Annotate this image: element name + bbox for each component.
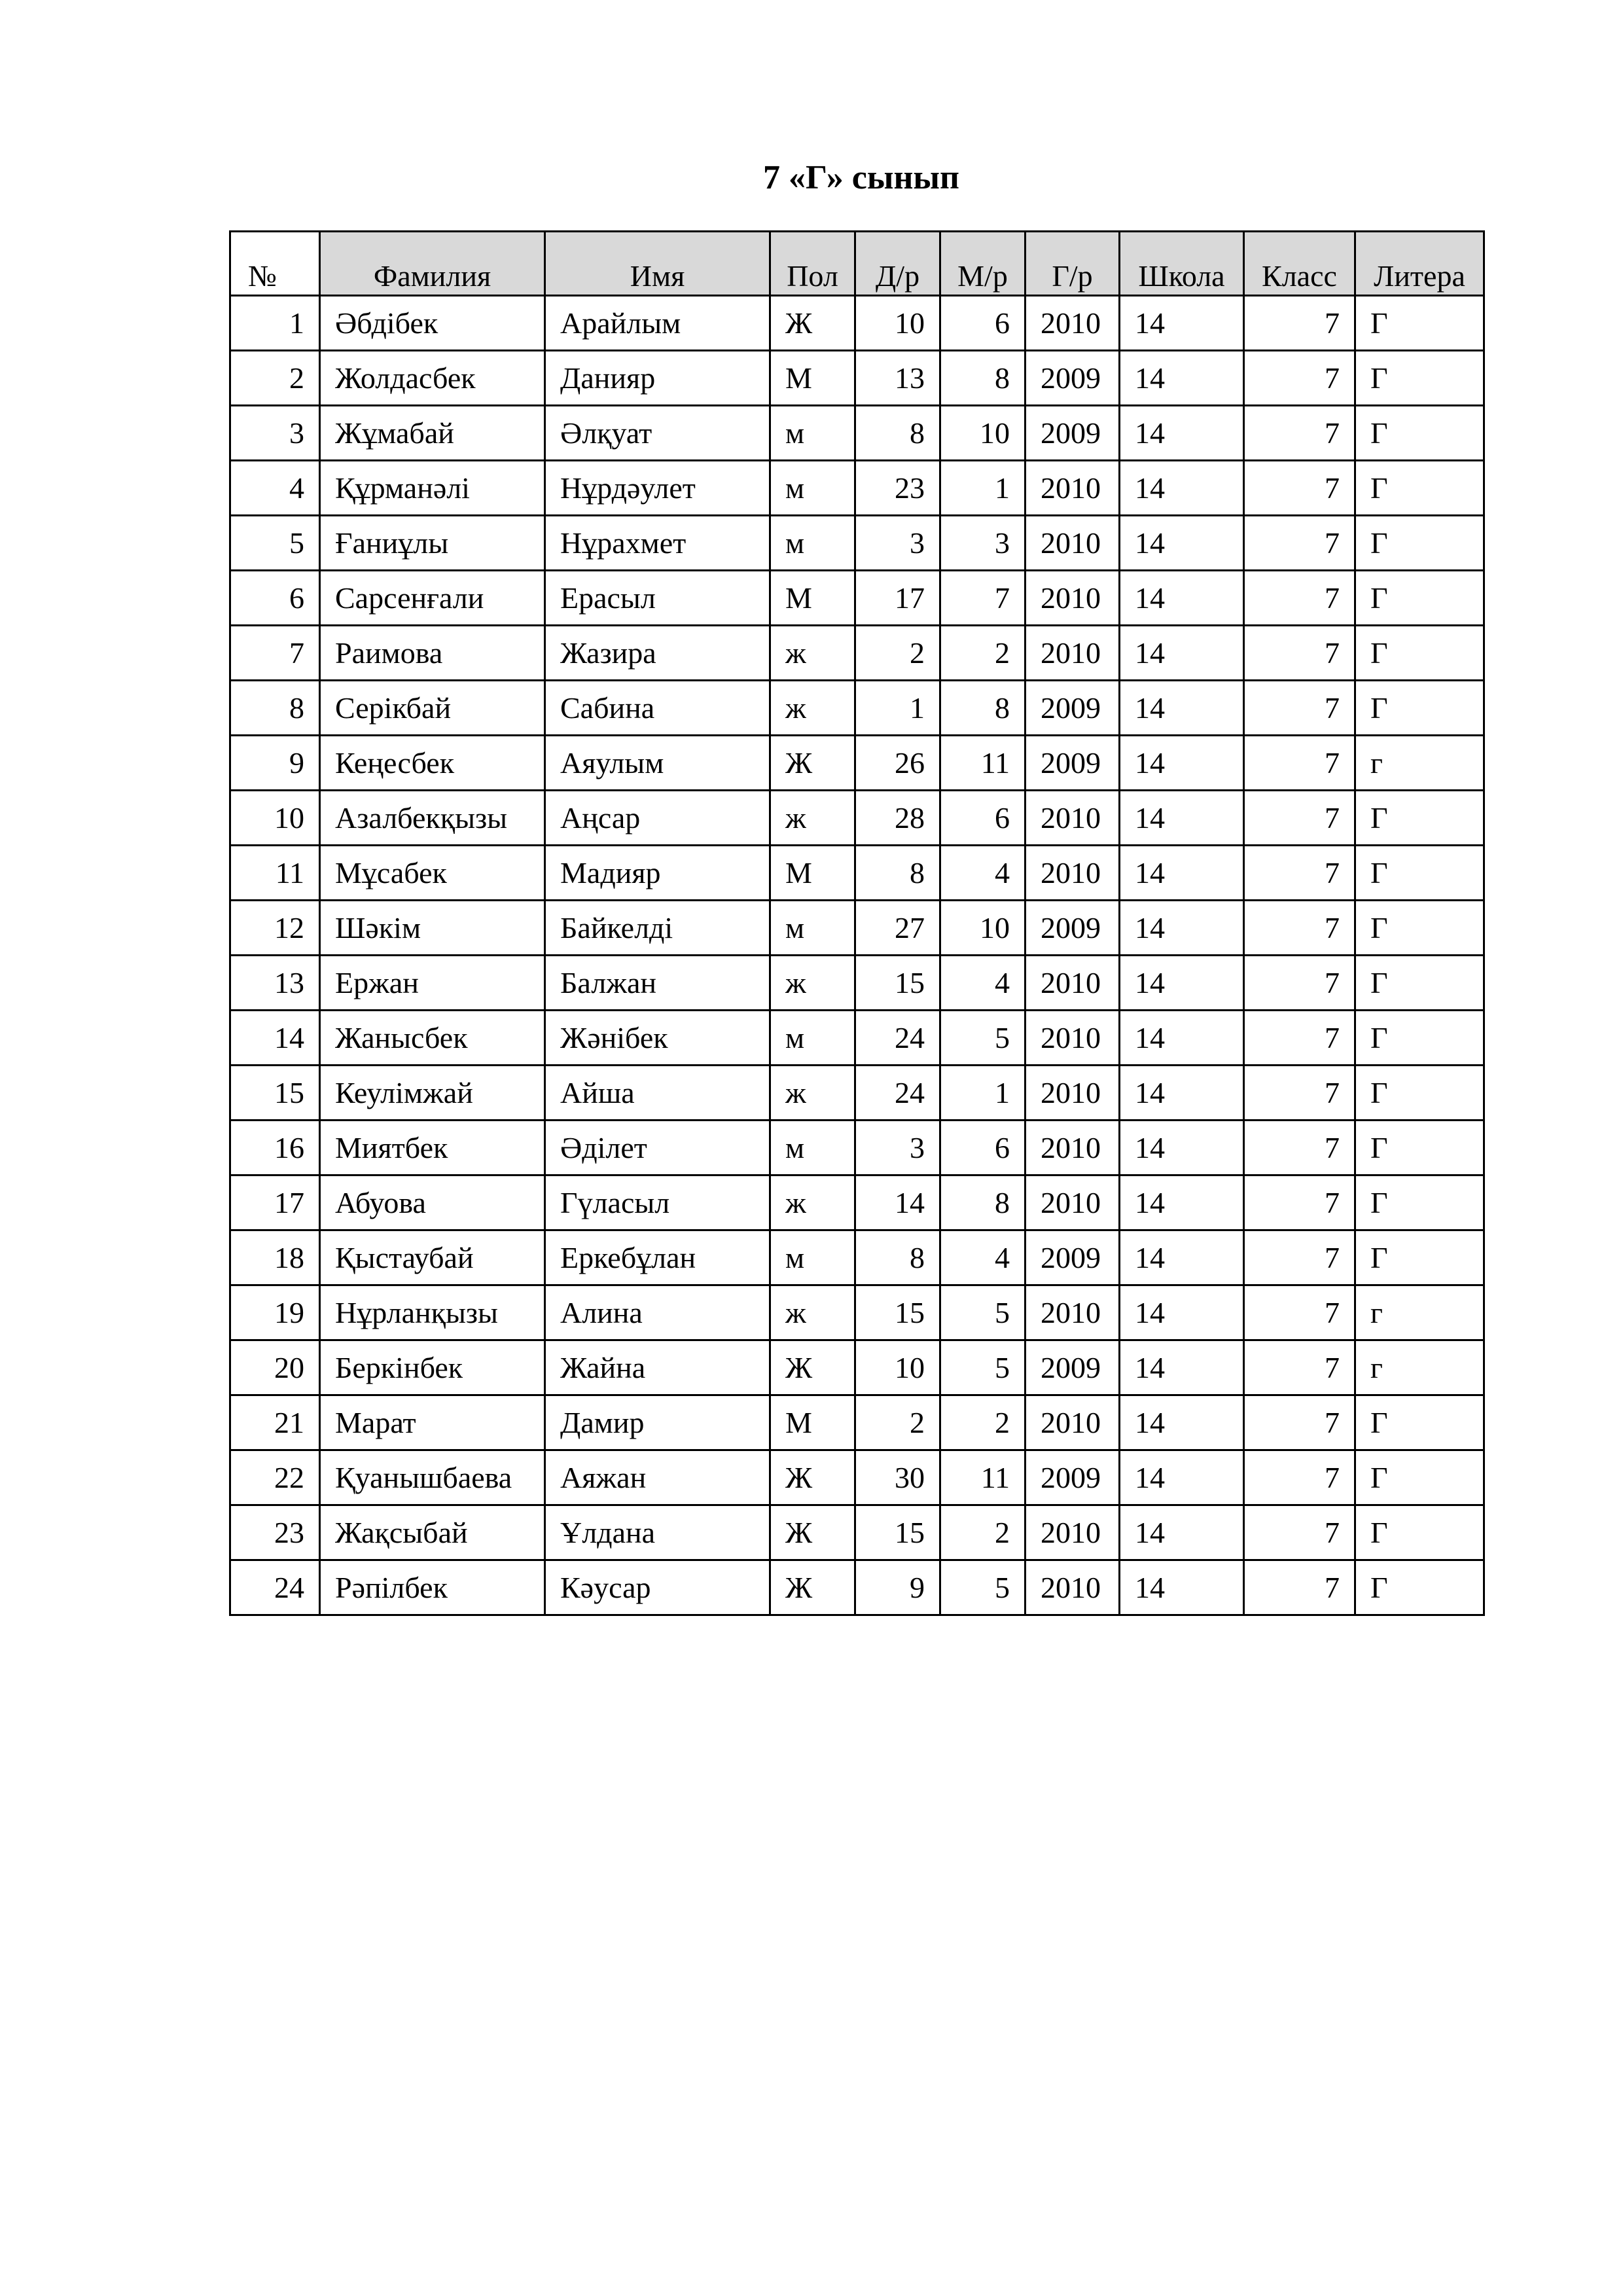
cell-birth-month: 2 xyxy=(940,1505,1026,1560)
cell-letter: Г xyxy=(1355,1505,1484,1560)
cell-surname: Нұрланқызы xyxy=(320,1285,545,1340)
cell-number: 18 xyxy=(230,1230,320,1285)
cell-name: Алина xyxy=(545,1285,770,1340)
cell-school: 14 xyxy=(1120,406,1244,461)
cell-birth-month: 11 xyxy=(940,736,1026,791)
cell-birth-year: 2010 xyxy=(1026,1121,1120,1175)
header-row xyxy=(230,232,1484,296)
cell-name: Айша xyxy=(545,1066,770,1121)
cell-surname: Кеңесбек xyxy=(320,736,545,791)
table-row xyxy=(230,1011,1484,1066)
cell-birth-year: 2010 xyxy=(1026,1285,1120,1340)
cell-number: 9 xyxy=(230,736,320,791)
cell-name: Аяжан xyxy=(545,1450,770,1505)
cell-surname: Жолдасбек xyxy=(320,351,545,406)
cell-name: Дамир xyxy=(545,1395,770,1450)
cell-name: Арайлым xyxy=(545,296,770,351)
cell-birth-month: 10 xyxy=(940,406,1026,461)
cell-school: 14 xyxy=(1120,901,1244,956)
header-birth-year: Г/р xyxy=(1026,232,1120,296)
header-name: Имя xyxy=(545,232,770,296)
table-row xyxy=(230,1121,1484,1175)
table-row xyxy=(230,791,1484,846)
cell-gender: М xyxy=(770,846,855,901)
cell-surname: Серікбай xyxy=(320,681,545,736)
cell-surname: Құрманəлі xyxy=(320,461,545,516)
cell-class: 7 xyxy=(1244,461,1355,516)
table-row xyxy=(230,571,1484,626)
cell-number: 17 xyxy=(230,1175,320,1230)
cell-birth-month: 10 xyxy=(940,901,1026,956)
cell-number: 12 xyxy=(230,901,320,956)
cell-birth-day: 8 xyxy=(855,406,940,461)
cell-school: 14 xyxy=(1120,1121,1244,1175)
cell-surname: Жақсыбай xyxy=(320,1505,545,1560)
cell-name: Жазира xyxy=(545,626,770,681)
table-row xyxy=(230,1395,1484,1450)
cell-number: 8 xyxy=(230,681,320,736)
cell-letter: Г xyxy=(1355,351,1484,406)
cell-birth-year: 2010 xyxy=(1026,956,1120,1011)
cell-school: 14 xyxy=(1120,351,1244,406)
cell-birth-month: 6 xyxy=(940,791,1026,846)
cell-class: 7 xyxy=(1244,736,1355,791)
cell-class: 7 xyxy=(1244,1395,1355,1450)
cell-birth-day: 15 xyxy=(855,1285,940,1340)
cell-school: 14 xyxy=(1120,626,1244,681)
cell-birth-month: 5 xyxy=(940,1285,1026,1340)
cell-surname: Кеулімжай xyxy=(320,1066,545,1121)
cell-class: 7 xyxy=(1244,406,1355,461)
cell-class: 7 xyxy=(1244,351,1355,406)
cell-birth-month: 8 xyxy=(940,1175,1026,1230)
table-row xyxy=(230,516,1484,571)
cell-number: 2 xyxy=(230,351,320,406)
cell-number: 19 xyxy=(230,1285,320,1340)
cell-birth-day: 1 xyxy=(855,681,940,736)
cell-class: 7 xyxy=(1244,1175,1355,1230)
cell-gender: м xyxy=(770,1121,855,1175)
cell-gender: М xyxy=(770,351,855,406)
cell-letter: Г xyxy=(1355,1011,1484,1066)
cell-class: 7 xyxy=(1244,1560,1355,1615)
cell-gender: ж xyxy=(770,1175,855,1230)
cell-birth-month: 1 xyxy=(940,461,1026,516)
cell-gender: Ж xyxy=(770,1450,855,1505)
cell-surname: Әбдібек xyxy=(320,296,545,351)
cell-number: 7 xyxy=(230,626,320,681)
cell-birth-year: 2010 xyxy=(1026,846,1120,901)
cell-letter: Г xyxy=(1355,1450,1484,1505)
cell-letter: г xyxy=(1355,736,1484,791)
cell-birth-month: 4 xyxy=(940,1230,1026,1285)
cell-surname: Марат xyxy=(320,1395,545,1450)
cell-letter: Г xyxy=(1355,846,1484,901)
cell-school: 14 xyxy=(1120,1505,1244,1560)
cell-number: 21 xyxy=(230,1395,320,1450)
cell-class: 7 xyxy=(1244,571,1355,626)
cell-school: 14 xyxy=(1120,1011,1244,1066)
table-row xyxy=(230,736,1484,791)
cell-gender: Ж xyxy=(770,736,855,791)
cell-birth-day: 13 xyxy=(855,351,940,406)
cell-letter: Г xyxy=(1355,1560,1484,1615)
cell-school: 14 xyxy=(1120,846,1244,901)
table-row xyxy=(230,1285,1484,1340)
cell-class: 7 xyxy=(1244,791,1355,846)
cell-class: 7 xyxy=(1244,516,1355,571)
cell-letter: Г xyxy=(1355,1066,1484,1121)
table-row xyxy=(230,1175,1484,1230)
cell-gender: м xyxy=(770,1011,855,1066)
cell-class: 7 xyxy=(1244,901,1355,956)
table-row xyxy=(230,1230,1484,1285)
cell-birth-day: 15 xyxy=(855,956,940,1011)
cell-gender: Ж xyxy=(770,1340,855,1395)
cell-gender: м xyxy=(770,1230,855,1285)
cell-number: 3 xyxy=(230,406,320,461)
cell-birth-day: 9 xyxy=(855,1560,940,1615)
cell-birth-year: 2010 xyxy=(1026,626,1120,681)
cell-class: 7 xyxy=(1244,296,1355,351)
cell-school: 14 xyxy=(1120,1230,1244,1285)
cell-class: 7 xyxy=(1244,1505,1355,1560)
cell-letter: Г xyxy=(1355,516,1484,571)
cell-number: 13 xyxy=(230,956,320,1011)
cell-school: 14 xyxy=(1120,681,1244,736)
cell-birth-day: 15 xyxy=(855,1505,940,1560)
cell-name: Аяулым xyxy=(545,736,770,791)
cell-name: Балжан xyxy=(545,956,770,1011)
cell-surname: Ғаниұлы xyxy=(320,516,545,571)
table-row xyxy=(230,626,1484,681)
cell-number: 20 xyxy=(230,1340,320,1395)
cell-name: Жайна xyxy=(545,1340,770,1395)
cell-number: 6 xyxy=(230,571,320,626)
cell-gender: ж xyxy=(770,626,855,681)
cell-gender: ж xyxy=(770,1285,855,1340)
table-row xyxy=(230,1505,1484,1560)
cell-name: Сабина xyxy=(545,681,770,736)
cell-birth-year: 2010 xyxy=(1026,791,1120,846)
cell-school: 14 xyxy=(1120,791,1244,846)
cell-name: Байкелді xyxy=(545,901,770,956)
cell-class: 7 xyxy=(1244,681,1355,736)
cell-letter: Г xyxy=(1355,956,1484,1011)
cell-surname: Беркінбек xyxy=(320,1340,545,1395)
table-row xyxy=(230,1066,1484,1121)
cell-number: 1 xyxy=(230,296,320,351)
cell-birth-year: 2010 xyxy=(1026,1560,1120,1615)
cell-birth-day: 23 xyxy=(855,461,940,516)
cell-class: 7 xyxy=(1244,1011,1355,1066)
cell-class: 7 xyxy=(1244,626,1355,681)
cell-birth-month: 5 xyxy=(940,1560,1026,1615)
cell-gender: Ж xyxy=(770,1505,855,1560)
cell-class: 7 xyxy=(1244,1121,1355,1175)
cell-letter: Г xyxy=(1355,406,1484,461)
cell-birth-year: 2009 xyxy=(1026,351,1120,406)
cell-school: 14 xyxy=(1120,736,1244,791)
cell-birth-day: 8 xyxy=(855,846,940,901)
cell-surname: Ержан xyxy=(320,956,545,1011)
cell-letter: г xyxy=(1355,1340,1484,1395)
cell-gender: м xyxy=(770,901,855,956)
cell-number: 15 xyxy=(230,1066,320,1121)
cell-birth-day: 24 xyxy=(855,1011,940,1066)
cell-number: 14 xyxy=(230,1011,320,1066)
cell-class: 7 xyxy=(1244,956,1355,1011)
table-row xyxy=(230,901,1484,956)
table-body xyxy=(230,296,1484,1615)
cell-name: Әділет xyxy=(545,1121,770,1175)
cell-birth-month: 4 xyxy=(940,846,1026,901)
cell-birth-day: 27 xyxy=(855,901,940,956)
cell-birth-day: 26 xyxy=(855,736,940,791)
cell-letter: Г xyxy=(1355,296,1484,351)
cell-birth-day: 17 xyxy=(855,571,940,626)
cell-birth-month: 2 xyxy=(940,626,1026,681)
cell-birth-day: 2 xyxy=(855,1395,940,1450)
cell-surname: Жұмабай xyxy=(320,406,545,461)
cell-birth-year: 2009 xyxy=(1026,1340,1120,1395)
cell-surname: Рəпілбек xyxy=(320,1560,545,1615)
cell-letter: Г xyxy=(1355,1395,1484,1450)
cell-school: 14 xyxy=(1120,1450,1244,1505)
cell-school: 14 xyxy=(1120,1285,1244,1340)
table-row xyxy=(230,1340,1484,1395)
cell-gender: М xyxy=(770,1395,855,1450)
cell-birth-month: 5 xyxy=(940,1340,1026,1395)
cell-birth-year: 2009 xyxy=(1026,1450,1120,1505)
cell-letter: Г xyxy=(1355,1175,1484,1230)
cell-birth-day: 10 xyxy=(855,1340,940,1395)
page-title: 7 «Г» сынып xyxy=(763,159,959,196)
cell-birth-year: 2009 xyxy=(1026,901,1120,956)
cell-name: Нұрдəулет xyxy=(545,461,770,516)
cell-name: Ұлдана xyxy=(545,1505,770,1560)
cell-gender: ж xyxy=(770,956,855,1011)
table-row xyxy=(230,461,1484,516)
header-birth-day: Д/р xyxy=(855,232,940,296)
cell-school: 14 xyxy=(1120,1395,1244,1450)
cell-birth-year: 2010 xyxy=(1026,571,1120,626)
cell-letter: г xyxy=(1355,1285,1484,1340)
cell-school: 14 xyxy=(1120,1066,1244,1121)
cell-letter: Г xyxy=(1355,681,1484,736)
cell-number: 11 xyxy=(230,846,320,901)
cell-birth-month: 1 xyxy=(940,1066,1026,1121)
cell-surname: Қуанышбаева xyxy=(320,1450,545,1505)
header-birth-month: М/р xyxy=(940,232,1026,296)
cell-name: Мадияр xyxy=(545,846,770,901)
cell-birth-year: 2010 xyxy=(1026,1066,1120,1121)
cell-letter: Г xyxy=(1355,1121,1484,1175)
cell-gender: ж xyxy=(770,1066,855,1121)
cell-birth-year: 2010 xyxy=(1026,1011,1120,1066)
cell-class: 7 xyxy=(1244,1340,1355,1395)
cell-birth-year: 2009 xyxy=(1026,681,1120,736)
cell-gender: М xyxy=(770,571,855,626)
table-row xyxy=(230,1450,1484,1505)
cell-name: Данияр xyxy=(545,351,770,406)
table-row xyxy=(230,956,1484,1011)
cell-birth-month: 6 xyxy=(940,296,1026,351)
header-gender: Пол xyxy=(770,232,855,296)
table-row xyxy=(230,406,1484,461)
table-row xyxy=(230,681,1484,736)
cell-surname: Азалбекқызы xyxy=(320,791,545,846)
cell-birth-year: 2010 xyxy=(1026,461,1120,516)
cell-birth-year: 2010 xyxy=(1026,516,1120,571)
cell-surname: Абуова xyxy=(320,1175,545,1230)
cell-birth-day: 3 xyxy=(855,516,940,571)
cell-school: 14 xyxy=(1120,1175,1244,1230)
header-letter: Литера xyxy=(1355,232,1484,296)
cell-birth-month: 11 xyxy=(940,1450,1026,1505)
cell-letter: Г xyxy=(1355,571,1484,626)
cell-birth-year: 2010 xyxy=(1026,296,1120,351)
cell-school: 14 xyxy=(1120,1340,1244,1395)
cell-birth-month: 5 xyxy=(940,1011,1026,1066)
cell-birth-month: 8 xyxy=(940,351,1026,406)
cell-birth-day: 8 xyxy=(855,1230,940,1285)
cell-number: 16 xyxy=(230,1121,320,1175)
cell-number: 10 xyxy=(230,791,320,846)
cell-name: Еркебұлан xyxy=(545,1230,770,1285)
cell-birth-day: 2 xyxy=(855,626,940,681)
cell-name: Жəнібек xyxy=(545,1011,770,1066)
cell-class: 7 xyxy=(1244,1285,1355,1340)
header-number: № xyxy=(230,232,320,296)
cell-gender: Ж xyxy=(770,1560,855,1615)
cell-name: Әлқуат xyxy=(545,406,770,461)
cell-name: Кəусар xyxy=(545,1560,770,1615)
cell-birth-day: 24 xyxy=(855,1066,940,1121)
cell-birth-day: 14 xyxy=(855,1175,940,1230)
table-row xyxy=(230,846,1484,901)
cell-number: 23 xyxy=(230,1505,320,1560)
cell-surname: Миятбек xyxy=(320,1121,545,1175)
cell-name: Ерасыл xyxy=(545,571,770,626)
header-class: Класс xyxy=(1244,232,1355,296)
table-row xyxy=(230,351,1484,406)
cell-surname: Жанысбек xyxy=(320,1011,545,1066)
cell-birth-year: 2010 xyxy=(1026,1395,1120,1450)
cell-gender: Ж xyxy=(770,296,855,351)
cell-gender: ж xyxy=(770,681,855,736)
cell-birth-month: 3 xyxy=(940,516,1026,571)
cell-name: Гүласыл xyxy=(545,1175,770,1230)
cell-letter: Г xyxy=(1355,461,1484,516)
cell-birth-day: 28 xyxy=(855,791,940,846)
cell-birth-year: 2009 xyxy=(1026,1230,1120,1285)
cell-gender: ж xyxy=(770,791,855,846)
cell-number: 5 xyxy=(230,516,320,571)
cell-name: Нұрахмет xyxy=(545,516,770,571)
cell-birth-month: 6 xyxy=(940,1121,1026,1175)
table-row xyxy=(230,1560,1484,1615)
cell-surname: Сарсенғали xyxy=(320,571,545,626)
cell-number: 24 xyxy=(230,1560,320,1615)
cell-surname: Раимова xyxy=(320,626,545,681)
cell-birth-month: 8 xyxy=(940,681,1026,736)
cell-birth-year: 2009 xyxy=(1026,736,1120,791)
cell-number: 4 xyxy=(230,461,320,516)
cell-birth-year: 2010 xyxy=(1026,1505,1120,1560)
cell-school: 14 xyxy=(1120,1560,1244,1615)
cell-gender: м xyxy=(770,516,855,571)
cell-birth-month: 7 xyxy=(940,571,1026,626)
cell-gender: м xyxy=(770,461,855,516)
header-surname: Фамилия xyxy=(320,232,545,296)
cell-school: 14 xyxy=(1120,956,1244,1011)
cell-class: 7 xyxy=(1244,1450,1355,1505)
cell-gender: м xyxy=(770,406,855,461)
cell-school: 14 xyxy=(1120,296,1244,351)
cell-letter: Г xyxy=(1355,626,1484,681)
cell-birth-year: 2009 xyxy=(1026,406,1120,461)
cell-birth-day: 3 xyxy=(855,1121,940,1175)
student-table xyxy=(229,230,1485,1616)
cell-birth-month: 4 xyxy=(940,956,1026,1011)
cell-school: 14 xyxy=(1120,516,1244,571)
cell-birth-month: 2 xyxy=(940,1395,1026,1450)
cell-letter: Г xyxy=(1355,791,1484,846)
cell-surname: Мұсабек xyxy=(320,846,545,901)
cell-school: 14 xyxy=(1120,461,1244,516)
table-row xyxy=(230,296,1484,351)
cell-school: 14 xyxy=(1120,571,1244,626)
cell-birth-year: 2010 xyxy=(1026,1175,1120,1230)
cell-letter: Г xyxy=(1355,901,1484,956)
cell-surname: Шəкім xyxy=(320,901,545,956)
cell-birth-day: 30 xyxy=(855,1450,940,1505)
cell-class: 7 xyxy=(1244,846,1355,901)
cell-class: 7 xyxy=(1244,1066,1355,1121)
cell-surname: Қыстаубай xyxy=(320,1230,545,1285)
cell-birth-day: 10 xyxy=(855,296,940,351)
cell-number: 22 xyxy=(230,1450,320,1505)
cell-letter: Г xyxy=(1355,1230,1484,1285)
cell-name: Аңсар xyxy=(545,791,770,846)
cell-class: 7 xyxy=(1244,1230,1355,1285)
header-school: Школа xyxy=(1120,232,1244,296)
